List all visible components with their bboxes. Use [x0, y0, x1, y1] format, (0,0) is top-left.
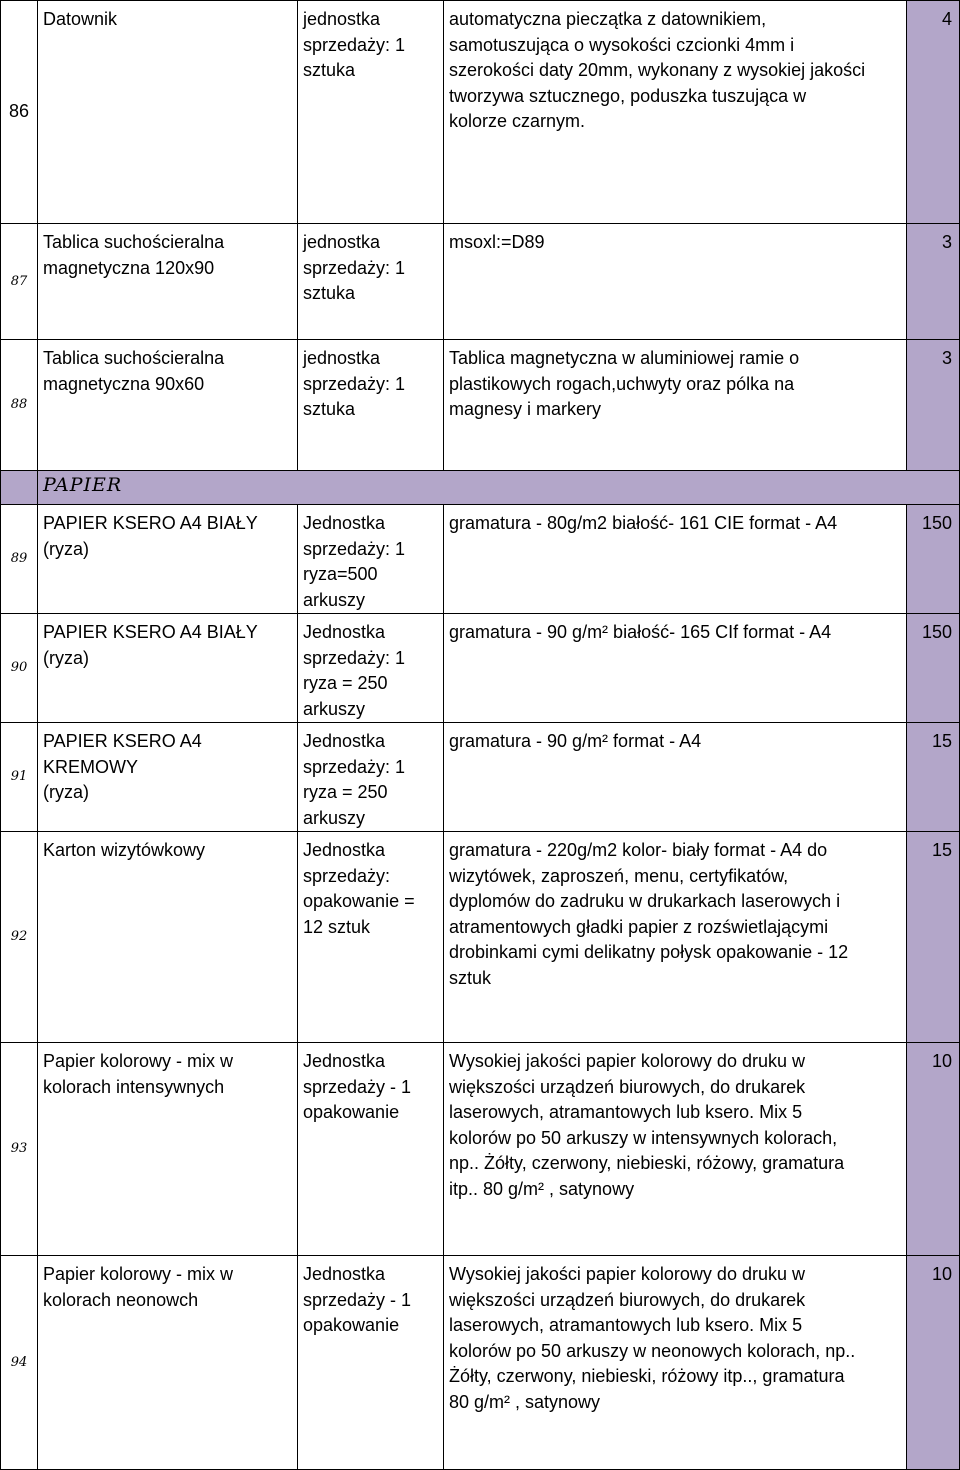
product-description: Wysokiej jakości papier kolorowy do druku w większości urządzeń biurowych, do drukarek laserowych, atramantowych lub ksero. Mix 5 kolorów po 50 arkuszy w neonowych kolorach, np.. Żółty, czerwony, niebieski, różowy itp.., gramatura 80 g/m² , satynowy [444, 1256, 907, 1470]
product-name: PAPIER KSERO A4 BIAŁY (ryza) [38, 505, 298, 614]
product-description: gramatura - 220g/m2 kolor- biały format - A4 do wizytówek, zaproszeń, menu, certyfikatów, dyplomów do zadruku w drukarkach laserowych i atramentowych gładki papier z rozświetlającymi drobinkami cymi delikatny połysk opakowanie - 12 sztuk [444, 832, 907, 1043]
sales-unit: Jednostka sprzedaży - 1 opakowanie [298, 1043, 444, 1256]
quantity: 150 [907, 614, 960, 723]
row-number: 86 [1, 1, 38, 224]
product-name: Karton wizytówkowy [38, 832, 298, 1043]
product-description: Tablica magnetyczna w aluminiowej ramie o plastikowych rogach,uchwyty oraz pólka na magnesy i markery [444, 340, 907, 471]
row-number: 87 [1, 224, 38, 340]
product-name: Datownik [38, 1, 298, 224]
row-number: 93 [1, 1043, 38, 1256]
row-number: 94 [1, 1256, 38, 1470]
sales-unit: Jednostka sprzedaży: opakowanie = 12 sztuk [298, 832, 444, 1043]
product-name: Papier kolorowy - mix w kolorach intensywnych [38, 1043, 298, 1256]
row-number: 92 [1, 832, 38, 1043]
table-row [1, 1, 960, 224]
product-name: Papier kolorowy - mix w kolorach neonowch [38, 1256, 298, 1470]
section-title: PAPIER [38, 471, 960, 505]
quantity: 150 [907, 505, 960, 614]
quantity: 10 [907, 1256, 960, 1470]
product-name: PAPIER KSERO A4 KREMOWY (ryza) [38, 723, 298, 832]
section-header-row [1, 471, 960, 505]
quantity: 3 [907, 224, 960, 340]
product-name: PAPIER KSERO A4 BIAŁY (ryza) [38, 614, 298, 723]
sales-unit: Jednostka sprzedaży: 1 ryza = 250 arkuszy [298, 723, 444, 832]
quantity: 15 [907, 832, 960, 1043]
table-row [1, 1256, 960, 1470]
quantity: 3 [907, 340, 960, 471]
sales-unit: jednostka sprzedaży: 1 sztuka [298, 340, 444, 471]
row-number: 91 [1, 723, 38, 832]
table-row [1, 505, 960, 614]
product-description: automatyczna pieczątka z datownikiem, samotuszująca o wysokości czcionki 4mm i szerokości daty 20mm, wykonany z wysokiej jakości tworzywa sztucznego, poduszka tuszująca w kolorze czarnym. [444, 1, 907, 224]
table-row [1, 340, 960, 471]
row-number: 90 [1, 614, 38, 723]
product-name: Tablica suchościeralna magnetyczna 90x60 [38, 340, 298, 471]
product-description: gramatura - 90 g/m² format - A4 [444, 723, 907, 832]
quantity: 15 [907, 723, 960, 832]
table-row [1, 614, 960, 723]
table-row [1, 832, 960, 1043]
table-row [1, 224, 960, 340]
quantity: 10 [907, 1043, 960, 1256]
table-row [1, 723, 960, 832]
product-description: msoxl:=D89 [444, 224, 907, 340]
sales-unit: jednostka sprzedaży: 1 sztuka [298, 224, 444, 340]
table-row [1, 1043, 960, 1256]
sales-unit: Jednostka sprzedaży: 1 ryza = 250 arkuszy [298, 614, 444, 723]
sales-unit: Jednostka sprzedaży - 1 opakowanie [298, 1256, 444, 1470]
section-spacer [1, 471, 38, 505]
row-number: 89 [1, 505, 38, 614]
sales-unit: Jednostka sprzedaży: 1 ryza=500 arkuszy [298, 505, 444, 614]
sales-unit: jednostka sprzedaży: 1 sztuka [298, 1, 444, 224]
row-number: 88 [1, 340, 38, 471]
product-description: gramatura - 80g/m2 białość- 161 CIE format - A4 [444, 505, 907, 614]
product-name: Tablica suchościeralna magnetyczna 120x90 [38, 224, 298, 340]
product-description: gramatura - 90 g/m² białość- 165 CIf format - A4 [444, 614, 907, 723]
quantity: 4 [907, 1, 960, 224]
product-description: Wysokiej jakości papier kolorowy do druku w większości urządzeń biurowych, do drukarek laserowych, atramantowych lub ksero. Mix 5 kolorów po 50 arkuszy w intensywnych kolorach, np.. Żółty, czerwony, niebieski, różowy, gramatura itp.. 80 g/m² , satynowy [444, 1043, 907, 1256]
